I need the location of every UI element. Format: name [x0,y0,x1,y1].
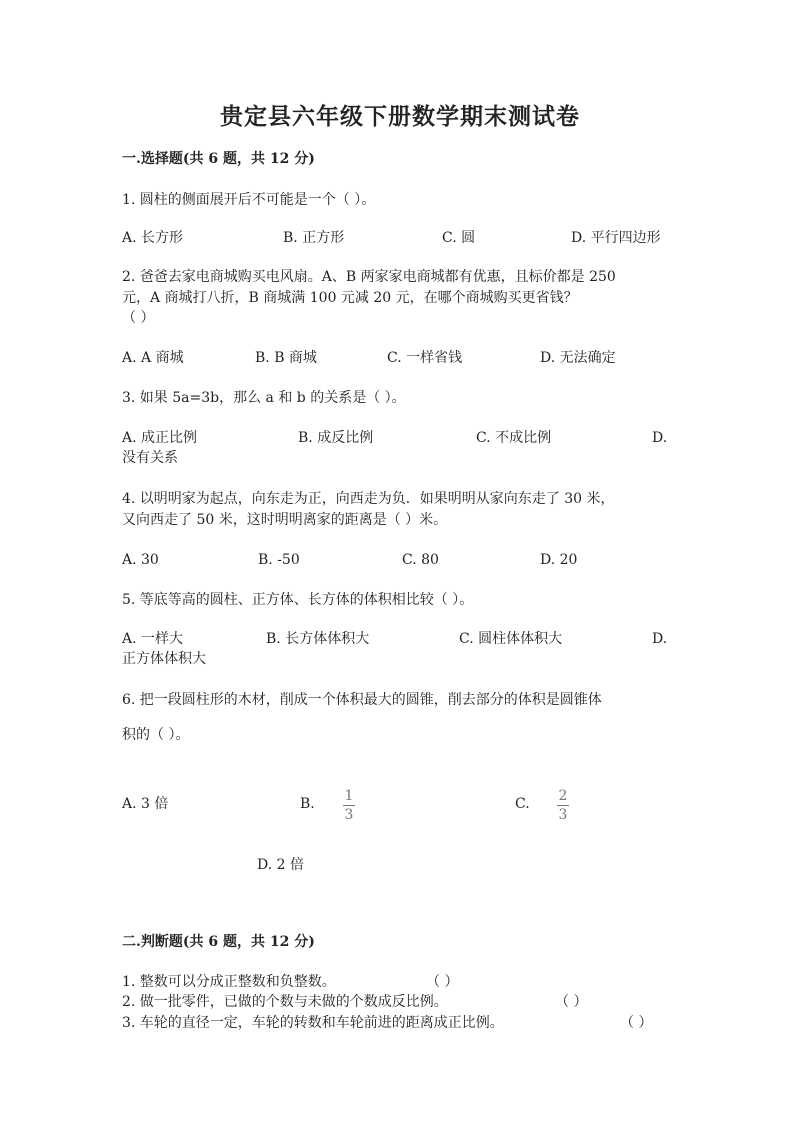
q5-option-d-text: 正方体体积大 [122,651,206,667]
question-6-line-2: 积的（ ）。 [122,727,190,743]
q1-option-b: B. 正方形 [283,230,345,246]
q3-option-b: B. 成反比例 [298,430,374,446]
question-2-line-1: 2. 爸爸去家电商城购买电风扇。A、B 两家家电商城都有优惠，且标价都是 250 [122,269,616,285]
q5-option-a: A. 一样大 [122,631,184,647]
q3-option-a: A. 成正比例 [122,430,198,446]
q2-option-a: A. A 商城 [122,350,184,366]
question-1-stem: 1. 圆柱的侧面展开后不可能是一个（ ）。 [122,192,376,208]
q6-option-d: D. 2 倍 [257,857,304,873]
question-3-stem: 3. 如果 5a=3b，那么 a 和 b 的关系是（ ）。 [122,390,406,406]
fraction-numerator: 2 [558,788,568,804]
judgement-item-3: 3. 车轮的直径一定，车轮的转数和车轮前进的距离成正比例。 [122,1015,504,1031]
judgement-item-2: 2. 做一批零件，已做的个数与未做的个数成反比例。 [122,994,448,1010]
q1-option-d: D. 平行四边形 [571,230,661,246]
fraction-denominator: 3 [558,807,568,823]
judgement-item-2-blank: （ ） [555,994,588,1010]
q3-option-d-label: D. [652,430,668,446]
question-2-line-3: （ ） [122,310,155,326]
q6-option-c-label: C. [515,796,530,812]
question-2-line-2: 元，A 商城打八折，B 商城满 100 元减 20 元，在哪个商城购买更省钱？ [122,290,578,306]
fraction-denominator: 3 [344,807,354,823]
q5-option-d-label: D. [652,631,668,647]
q6-option-c-fraction [552,789,574,823]
q2-option-d: D. 无法确定 [540,350,616,366]
q4-option-a: A. 30 [122,552,159,568]
q4-option-b: B. -50 [258,552,300,568]
q6-option-b-label: B. [300,796,315,812]
q1-option-c: C. 圆 [442,230,476,246]
fraction-bar [557,805,569,806]
question-5-stem: 5. 等底等高的圆柱、正方体、长方体的体积相比较（ ）。 [122,592,474,608]
judgement-item-1-blank: （ ） [426,974,459,990]
section-heading-judgement: 二.判断题(共 6 题，共 12 分) [122,934,315,950]
q3-option-d-text: 没有关系 [122,450,178,466]
q1-option-a: A. 长方形 [122,230,184,246]
q5-option-b: B. 长方体体积大 [266,631,370,647]
judgement-item-3-blank: （ ） [620,1015,653,1031]
q3-option-c: C. 不成比例 [476,430,552,446]
question-6-line-1: 6. 把一段圆柱形的木材，削成一个体积最大的圆锥，削去部分的体积是圆锥体 [122,692,602,708]
question-4-line-2: 又向西走了 50 米，这时明明离家的距离是（ ）米。 [122,512,448,528]
q4-option-d: D. 20 [540,552,578,568]
q6-option-b-fraction [338,789,360,823]
fraction-numerator: 1 [344,788,354,804]
q4-option-c: C. 80 [402,552,439,568]
page-title: 贵定县六年级下册数学期末测试卷 [220,103,580,130]
q2-option-c: C. 一样省钱 [387,350,463,366]
q5-option-c: C. 圆柱体体积大 [459,631,563,647]
q6-option-a: A. 3 倍 [122,796,169,812]
section-heading-choice: 一.选择题(共 6 题，共 12 分) [122,151,315,167]
q2-option-b: B. B 商城 [255,350,317,366]
judgement-item-1: 1. 整数可以分成正整数和负整数。 [122,974,336,990]
fraction-bar [343,805,355,806]
question-4-line-1: 4. 以明明家为起点，向东走为正，向西走为负．如果明明从家向东走了 30 米， [122,491,615,507]
